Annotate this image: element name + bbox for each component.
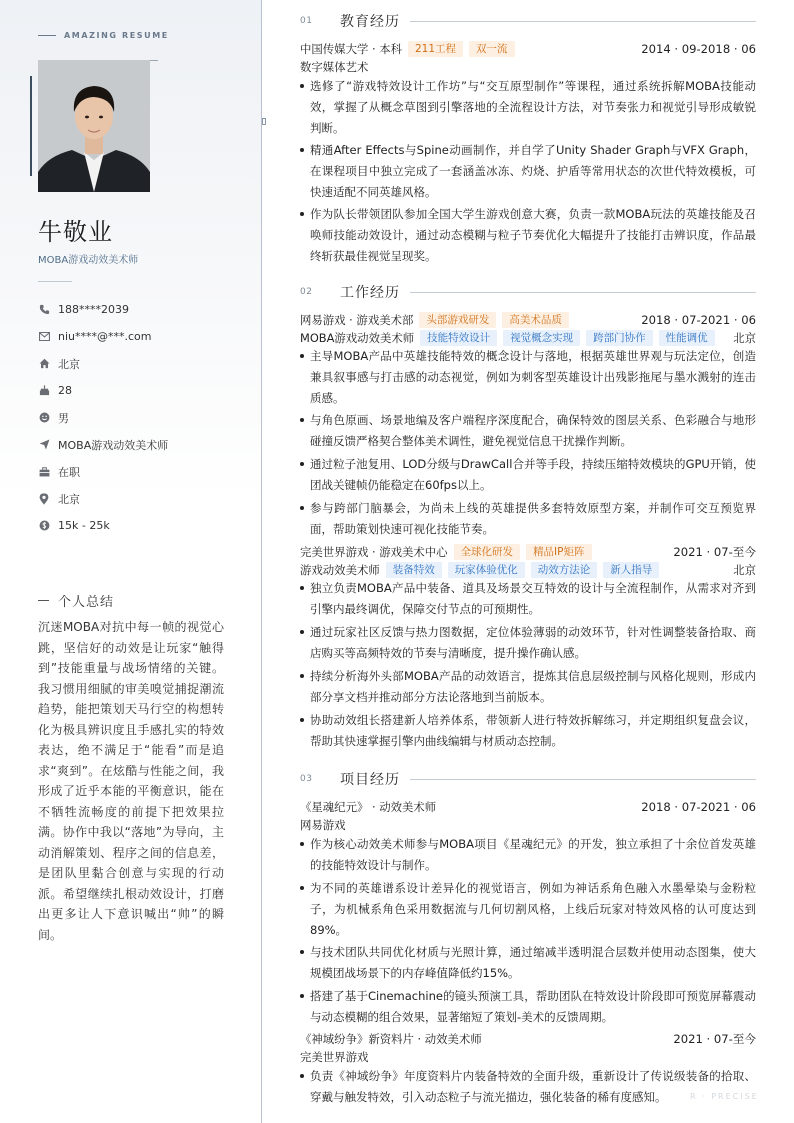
section-number: 02 (300, 287, 313, 297)
education-major-row (300, 58, 756, 76)
project-name: 《星魂纪元》 · 动效美术师 (300, 800, 437, 814)
section-rule (410, 21, 756, 22)
watermark: R · PRECISE (690, 1092, 759, 1101)
contact-info-list (38, 296, 248, 539)
info-age (38, 377, 248, 404)
location-pin-icon (38, 493, 50, 505)
project-bullet: 作为核心动效美术师参与MOBA项目《星魂纪元》的开发，独立承担了十余位首发英雄的技能特效设计与制作。 (300, 834, 756, 876)
smiley-icon (38, 412, 50, 424)
job-bullet: 独立负责MOBA产品中装备、道具及场景交互特效的设计与全流程制作，从需求对齐到引擎内最终调优，保障交付节点的可预期性。 (300, 578, 756, 620)
project-company: 网易游戏 (300, 818, 346, 832)
info-gender (38, 404, 248, 431)
education-entry-header (300, 40, 756, 58)
info-text: MOBA游戏动效美术师 (58, 438, 169, 452)
candidate-role: MOBA游戏动效美术师 (38, 255, 139, 266)
divider-tab-mark (262, 118, 266, 125)
project-bullet: 搭建了基于Cinemachine的镜头预演工具，帮助团队在特效设计阶段即可预览屏幕震动与动态模糊的组合效果，显著缩短了策划-美术的反馈周期。 (300, 986, 756, 1028)
section-projects-header (300, 769, 756, 789)
info-text: 北京 (58, 492, 80, 506)
info-residence (38, 350, 248, 377)
skill-tag: 新人指导 (603, 562, 659, 578)
project-date: 2021 · 07-至今 (673, 1032, 756, 1046)
job-bullet: 参与跨部门脑暴会，为尚未上线的英雄提供多套特效原型方案，并制作可交互预览界面，帮助策划快速可视化技能节奏。 (300, 498, 756, 540)
job-position: 游戏动效美术师 (300, 563, 380, 577)
project-bullet: 与技术团队共同优化材质与光照计算，通过缩减半透明混合层数并使用动态图集，使大规模团战场景下的内存峰值降低约15%。 (300, 942, 756, 984)
skill-tag: 装备特效 (386, 562, 442, 578)
avatar-photo (38, 60, 150, 192)
project-name: 《神域纷争》新资料片 · 动效美术师 (300, 1032, 482, 1046)
education-bullet: 作为队长带领团队参加全国大学生游戏创意大赛，负责一款MOBA玩法的英雄技能及召唤师技能动效设计，通过动态模糊与粒子节奏优化大幅提升了技能打击辨识度，作品最终斩获最佳视觉呈现奖。 (300, 204, 756, 266)
summary-dash (38, 600, 49, 601)
brand-header (38, 31, 169, 40)
info-status (38, 458, 248, 485)
education-date: 2014 · 09-2018 · 06 (641, 42, 756, 56)
education-bullet: 选修了“游戏特效设计工作坊”与“交互原型制作”等课程，通过系统拆解MOBA技能动效，掌握了从概念草图到引擎落地的全流程设计方法，对节奏张力和视觉引导形成敏锐判断。 (300, 76, 756, 138)
skill-tag: 视觉概念实现 (503, 330, 580, 346)
job-entry-header (300, 311, 756, 329)
info-location (38, 485, 248, 512)
info-target-role (38, 431, 248, 458)
job-position-row (300, 329, 756, 347)
phone-icon (38, 304, 50, 316)
job-bullet: 持续分析海外头部MOBA产品的动效语言，提炼其信息层级控制与风格化规则，形成内部分享文档并推动部分方法论落地到当前版本。 (300, 666, 756, 708)
section-number: 03 (300, 774, 313, 784)
skill-tag: 性能调优 (659, 330, 715, 346)
school-name: 中国传媒大学 · 本科 (300, 42, 402, 56)
brand-label: AMAZING RESUME (64, 31, 169, 40)
project-entry-header (300, 1030, 756, 1048)
job-position: MOBA游戏动效美术师 (300, 331, 415, 345)
info-text: 28 (58, 384, 72, 397)
info-text: 男 (58, 411, 69, 425)
job-city: 北京 (733, 331, 756, 345)
school-tag: 双一流 (469, 41, 515, 57)
project-date: 2018 · 07-2021 · 06 (641, 800, 756, 814)
job-bullet: 协助动效组长搭建新人培养体系，带领新人进行特效拆解练习，并定期组织复盘会议，帮助其快速掌握引擎内曲线编辑与材质动态控制。 (300, 710, 756, 752)
company-tag: 全球化研发 (454, 544, 521, 560)
project-company-row (300, 816, 756, 834)
project-company: 完美世界游戏 (300, 1050, 369, 1064)
job-company: 网易游戏 · 游戏美术部 (300, 313, 414, 327)
company-tag: 高美术品质 (502, 312, 569, 328)
skill-tag: 动效方法论 (531, 562, 598, 578)
project-bullet: 负责《神域纷争》年度资料片内装备特效的全面升级，重新设计了传说级装备的拾取、穿戴与触发特效，引入动态粒子与流光描边，强化装备的稀有度感知。 (300, 1066, 756, 1108)
brand-dash (38, 35, 56, 36)
job-bullet: 通过粒子池复用、LOD分级与DrawCall合并等手段，持续压缩特效模块的GPU开销，使团战关键帧仍能稳定在60fps以上。 (300, 454, 756, 496)
section-title: 教育经历 (340, 14, 400, 30)
sidebar-divider (261, 0, 262, 1123)
cake-icon (38, 385, 50, 397)
job-position-row (300, 561, 756, 579)
job-bullet: 主导MOBA产品中英雄技能特效的概念设计与落地，根据英雄世界观与玩法定位，创造兼具叙事感与打击感的动态视觉，例如为刺客型英雄设计出残影拖尾与墨水溅射的连击质感。 (300, 346, 756, 408)
section-work-header (300, 282, 756, 302)
info-phone (38, 296, 248, 323)
major: 数字媒体艺术 (300, 60, 369, 74)
job-city: 北京 (733, 563, 756, 577)
photo-accent-bar (30, 76, 32, 176)
section-rule (410, 779, 756, 780)
home-icon (38, 358, 50, 370)
company-tag: 精品IP矩阵 (526, 544, 591, 560)
summary-text: 沉迷MOBA对抗中每一帧的视觉心跳，坚信好的动效是让玩家“触得到”技能重量与战场情绪的关键。我习惯用细腻的审美嗅觉捕捉潮流趋势，能把策划天马行空的构想转化为极具辨识度且手感扎实的特效表达，绝不满足于“能看”而是追求“爽到”。在炫酷与性能之间，我形成了近乎本能的平衡意识，能在不牺牲流畅度的前提下把效果拉满。协作中我以“落地”为导向，主动消解策划、程序之间的信息差，是团队里黏合创意与实现的行动派。希望继续扎根动效设计，打磨出更多让人下意识喊出“帅”的瞬间。 (38, 620, 224, 942)
info-text: 北京 (58, 357, 80, 371)
school-tag: 211工程 (408, 41, 463, 57)
project-entry-header (300, 798, 756, 816)
info-text: 188****2039 (58, 303, 129, 316)
education-bullet: 精通After Effects与Spine动画制作，并自学了Unity Shader Graph与VFX Graph，在课程项目中独立完成了一套涵盖冰冻、灼烧、护盾等常用状态的次世代特效模板，可快速适配不同英雄风格。 (300, 140, 756, 202)
project-bullet: 为不同的英雄谱系设计差异化的视觉语言，例如为神话系角色融入水墨晕染与金粉粒子，为机械系角色采用数据流与几何切割风格，上线后玩家对特效风格的认可度达到89%。 (300, 878, 756, 940)
info-text: 在职 (58, 465, 80, 479)
summary-heading (38, 591, 114, 610)
mail-icon (38, 331, 50, 343)
skill-tag: 玩家体验优化 (448, 562, 525, 578)
skill-tag: 跨部门协作 (586, 330, 653, 346)
info-text: niu****@***.com (58, 330, 152, 343)
salary-icon (38, 520, 50, 532)
skill-tag: 技能特效设计 (420, 330, 497, 346)
briefcase-icon (38, 466, 50, 478)
company-tag: 头部游戏研发 (419, 312, 496, 328)
section-number: 01 (300, 16, 313, 26)
section-education-header (300, 11, 756, 31)
section-title: 项目经历 (340, 772, 400, 788)
job-bullet: 与角色原画、场景地编及客户端程序深度配合，确保特效的图层关系、色彩融合与地形碰撞反馈严格契合整体美术调性，避免视觉信息干扰操作判断。 (300, 410, 756, 452)
info-email (38, 323, 248, 350)
job-date: 2018 · 07-2021 · 06 (641, 313, 756, 327)
job-entry-header (300, 543, 756, 561)
section-rule (410, 292, 756, 293)
info-salary (38, 512, 248, 539)
summary-title: 个人总结 (58, 595, 115, 610)
send-icon (38, 439, 50, 451)
section-title: 工作经历 (340, 285, 400, 301)
role-divider (38, 281, 72, 282)
job-date: 2021 · 07-至今 (673, 545, 756, 559)
job-bullet: 通过玩家社区反馈与热力图数据，定位体验薄弱的动效环节，针对性调整装备拾取、商店购买等高频特效的节奏与清晰度，提升操作确认感。 (300, 622, 756, 664)
candidate-name: 牛敬业 (38, 218, 113, 246)
job-company: 完美世界游戏 · 游戏美术中心 (300, 545, 448, 559)
project-company-row (300, 1048, 756, 1066)
info-text: 15k - 25k (58, 519, 110, 532)
